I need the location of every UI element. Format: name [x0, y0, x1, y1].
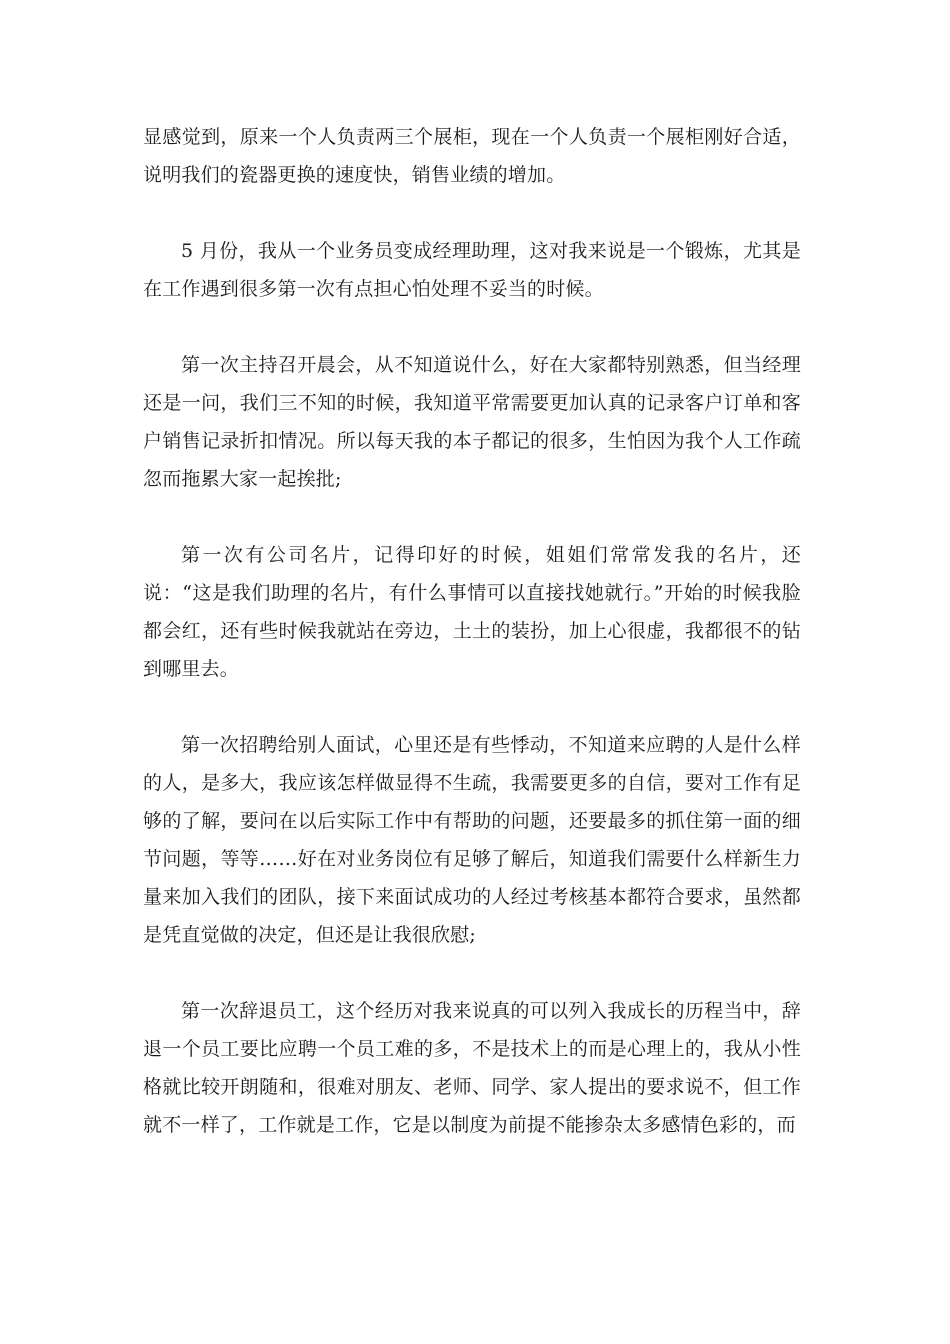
document-body	[143, 118, 801, 1182]
paragraph-may-assistant: 5 月份，我从一个业务员变成经理助理，这对我来说是一个锻炼，尤其是在工作遇到很多第一次有点担心怕处理不妥当的时候。	[143, 240, 801, 300]
paragraph-morning-meeting: 第一次主持召开晨会，从不知道说什么，好在大家都特别熟悉，但当经理还是一问，我们三不知的时候，我知道平常需要更加认真的记录客户订单和客户销售记录折扣情况。所以每天我的本子都记的很多，生怕因为我个人工作疏忽而拖累大家一起挨批;	[143, 354, 801, 490]
paragraph-business-card: 第一次有公司名片，记得印好的时候，姐姐们常常发我的名片，还说：“这是我们助理的名片，有什么事情可以直接找她就行。”开始的时候我脸都会红，还有些时候我就站在旁边，土土的装扮，加上心很虚，我都很不的钻到哪里去。	[143, 544, 801, 680]
paragraph-dismissal: 第一次辞退员工，这个经历对我来说真的可以列入我成长的历程当中，辞退一个员工要比应聘一个员工难的多，不是技术上的而是心理上的，我从小性格就比较开朗随和，很难对朋友、老师、同学、家人提出的要求说不，但工作就不一样了，工作就是工作，它是以制度为前提不能掺杂太多感情色彩的，而	[143, 1000, 801, 1136]
paragraph-interview: 第一次招聘给别人面试，心里还是有些悸动，不知道来应聘的人是什么样的人，是多大，我应该怎样做显得不生疏，我需要更多的自信，要对工作有足够的了解，要问在以后实际工作中有帮助的问题，还要最多的抓住第一面的细节问题，等等……好在对业务岗位有足够了解后，知道我们需要什么样新生力量来加入我们的团队，接下来面试成功的人经过考核基本都符合要求，虽然都是凭直觉做的决定，但还是让我很欣慰;	[143, 734, 801, 946]
paragraph-continuation: 显感觉到，原来一个人负责两三个展柜，现在一个人负责一个展柜刚好合适，说明我们的瓷器更换的速度快，销售业绩的增加。	[143, 126, 801, 186]
